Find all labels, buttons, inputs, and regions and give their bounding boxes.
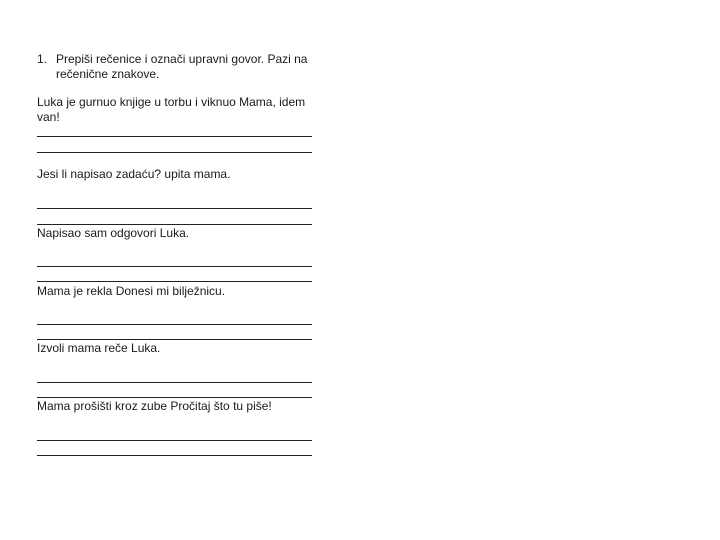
answer-line-5a[interactable] [37, 382, 312, 383]
answer-line-4b[interactable] [37, 339, 312, 340]
answer-line-3b[interactable] [37, 281, 312, 282]
answer-line-5b[interactable] [37, 397, 312, 398]
answer-line-2a[interactable] [37, 208, 312, 209]
answer-line-2b[interactable] [37, 224, 312, 225]
answer-line-6b[interactable] [37, 455, 312, 456]
task-instruction-text: Prepiši rečenice i označi upravni govor. Pazi na rečenične znakove. [56, 52, 308, 81]
answer-line-6a[interactable] [37, 440, 312, 441]
answer-line-1b[interactable] [37, 152, 312, 153]
sentence-4: Mama je rekla Donesi mi bilježnicu. [37, 284, 226, 298]
answer-line-3a[interactable] [37, 266, 312, 267]
sentence-2: Jesi li napisao zadaću? upita mama. [37, 167, 231, 181]
answer-line-4a[interactable] [37, 324, 312, 325]
sentence-3: Napisao sam odgovori Luka. [37, 226, 190, 240]
sentence-6: Mama prošišti kroz zube Pročitaj što tu piše! [37, 399, 272, 413]
task-instruction [37, 52, 317, 82]
task-number: 1. [37, 52, 48, 66]
sentence-5: Izvoli mama reče Luka. [37, 341, 161, 355]
answer-line-1a[interactable] [37, 136, 312, 137]
sentence-1: Luka je gurnuo knjige u torbu i viknuo Mama, idem van! [37, 95, 306, 124]
